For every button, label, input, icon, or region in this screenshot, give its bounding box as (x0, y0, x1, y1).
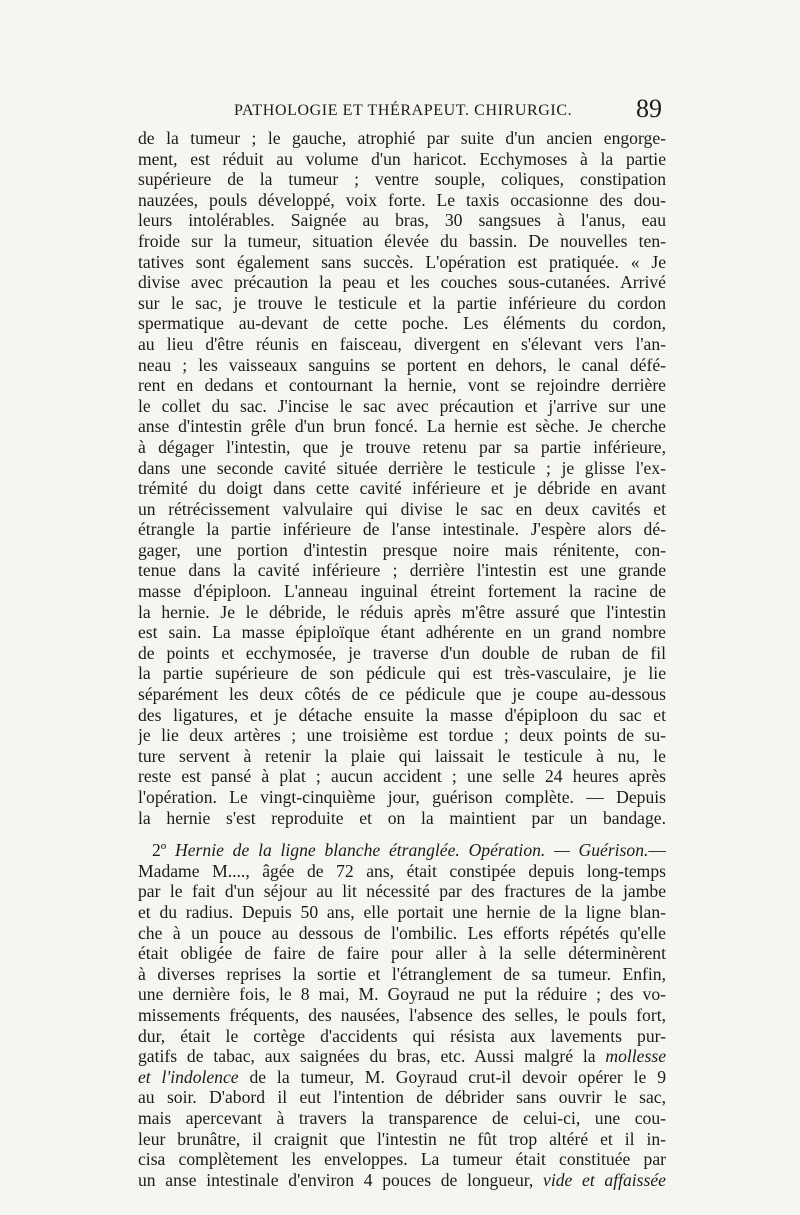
header-title: PATHOLOGIE ET THÉRAPEUT. CHIRURGIC. (234, 102, 573, 119)
text-line: l'opération. Le vingt-cinquième jour, guérison complète. — Depuis (138, 787, 666, 807)
text-line: cisa complètement les enveloppes. La tumeur était constituée par (138, 1149, 666, 1170)
text-line: mais apercevant à travers la transparence de celui-ci, une cou- (138, 1107, 666, 1128)
text-line: tatives sont également sans succès. L'opération est pratiquée. « Je (138, 251, 666, 272)
text-line: de la tumeur ; le gauche, atrophié par suite d'un ancien engorge- (138, 128, 666, 148)
text-line: spermatique au-devant de cette poche. Les éléments du cordon, (138, 313, 666, 334)
text-line: Madame M...., âgée de 72 ans, était constipée depuis long-temps (138, 860, 666, 881)
text-line: au lieu d'être réunis en faisceau, divergent en s'élevant vers l'an- (138, 333, 666, 354)
italic-indolence: et l'indolence (138, 1066, 239, 1087)
text-line: la partie supérieure de son pédicule qui est très-vasculaire, je lie (138, 663, 666, 684)
text-line: étrangle la partie inférieure de l'anse intestinale. J'espère alors dé- (138, 519, 666, 540)
last-line-italic: vide et affaissée (543, 1169, 666, 1190)
text-line: de points et ecchymosée, je traverse d'un double de ruban de fil (138, 642, 666, 663)
text-line: supérieure de la tumeur ; ventre souple, coliques, constipation (138, 169, 666, 190)
page-body (138, 128, 666, 1190)
case-2-dash: — (648, 840, 666, 861)
text-line: froide sur la tumeur, situation élevée du bassin. De nouvelles ten- (138, 230, 666, 251)
running-header (138, 96, 662, 130)
text-line (138, 1067, 666, 1088)
italic-mollesse: mollesse (605, 1046, 666, 1067)
paragraph-case-1 (138, 128, 666, 828)
text-line: à dégager l'intestin, que je trouve retenu par sa partie inférieure, (138, 436, 666, 457)
text-line: séparément les deux côtés de ce pédicule que je coupe au-dessous (138, 684, 666, 705)
case-2-heading (138, 840, 666, 861)
text-line: dur, était le cortège d'accidents qui résista aux lavements pur- (138, 1025, 666, 1046)
text-line: est sain. La masse épiploïque étant adhérente en un grand nombre (138, 622, 666, 643)
last-line-roman: un anse intestinale d'environ 4 pouces de longueur, (138, 1169, 544, 1190)
text-line: divise avec précaution la peau et les couches sous-cutanées. Arrivé (138, 272, 666, 293)
text-line: à diverses reprises la sortie et l'étranglement de sa tumeur. Enfin, (138, 963, 666, 984)
text-line: la hernie. Je le débride, le réduis après m'être assuré que l'intestin (138, 601, 666, 622)
text-line: gatifs de tabac, aux saignées du bras, etc. Aussi malgré la mollesse (138, 1046, 666, 1067)
text-line: leurs intolérables. Saignée au bras, 30 sangsues à l'anus, eau (138, 210, 666, 231)
text-line: neau ; les vaisseaux sanguins se portent en dehors, le canal défé- (138, 354, 666, 375)
text-line: un rétrécissement valvulaire qui divise le sac en deux cavités et (138, 498, 666, 519)
text-line: reste est pansé à plat ; aucun accident ; une selle 24 heures après (138, 766, 666, 787)
text-after-italic: de la tumeur, M. Goyraud crut-il devoir opérer le 9 (238, 1066, 666, 1087)
case-2-title: Hernie de la ligne blanche étranglée. Opération. — Guérison. (175, 840, 649, 861)
text-line: trémité du doigt dans cette cavité inférieure et je débride en avant (138, 478, 666, 499)
text-line: gager, une portion d'intestin presque noire mais rénitente, con- (138, 539, 666, 560)
page-number: 89 (636, 94, 662, 123)
text-line: masse d'épiploon. L'anneau inguinal étreint fortement la racine de (138, 581, 666, 602)
text-line: missements fréquents, des nausées, l'absence des selles, le pouls fort, (138, 1004, 666, 1025)
paragraph-case-2 (138, 840, 666, 1190)
text-line: au soir. D'abord il eut l'intention de débrider sans ouvrir le sac, (138, 1087, 666, 1108)
text-line: une dernière fois, le 8 mai, M. Goyraud ne put la réduire ; des vo- (138, 984, 666, 1005)
text-line: rent en dedans et contournant la hernie, vont se rejoindre derrière (138, 375, 666, 396)
text-line: leur brunâtre, il craignit que l'intestin ne fût trop altéré et il in- (138, 1128, 666, 1149)
text-line: la hernie s'est reproduite et on la maintient par un bandage. (138, 807, 666, 828)
text-line-last (138, 1170, 666, 1191)
text-line: était obligée de faire de faire pour aller à la selle déterminèrent (138, 943, 666, 964)
text-line: par le fait d'un séjour au lit nécessité par des fractures de la jambe (138, 881, 666, 902)
text-line: ment, est réduit au volume d'un haricot. Ecchymoses à la partie (138, 148, 666, 169)
text-line: je lie deux artères ; une troisième est tordue ; deux points de su- (138, 725, 666, 746)
text-line: ture servent à retenir la plaie qui laissait le testicule à nu, le (138, 745, 666, 766)
text-line: le collet du sac. J'incise le sac avec précaution et j'arrive sur une (138, 395, 666, 416)
text-line: et du radius. Depuis 50 ans, elle portait une hernie de la ligne blan- (138, 901, 666, 922)
text-line: des ligatures, et je détache ensuite la masse d'épiploon du sac et (138, 704, 666, 725)
text-line: tenue dans la cavité inférieure ; derrière l'intestin est une grande (138, 560, 666, 581)
text-line: dans une seconde cavité située derrière le testicule ; je glisse l'ex- (138, 457, 666, 478)
case-2-number: 2º (152, 840, 176, 861)
text-line: che à un pouce au dessous de l'ombilic. Les efforts répétés qu'elle (138, 922, 666, 943)
text-line: anse d'intestin grêle d'un brun foncé. La hernie est sèche. Je cherche (138, 416, 666, 437)
text-line: sur le sac, je trouve le testicule et la partie inférieure du cordon (138, 292, 666, 313)
text-line: nauzées, pouls développé, voix forte. Le taxis occasionne des dou- (138, 189, 666, 210)
